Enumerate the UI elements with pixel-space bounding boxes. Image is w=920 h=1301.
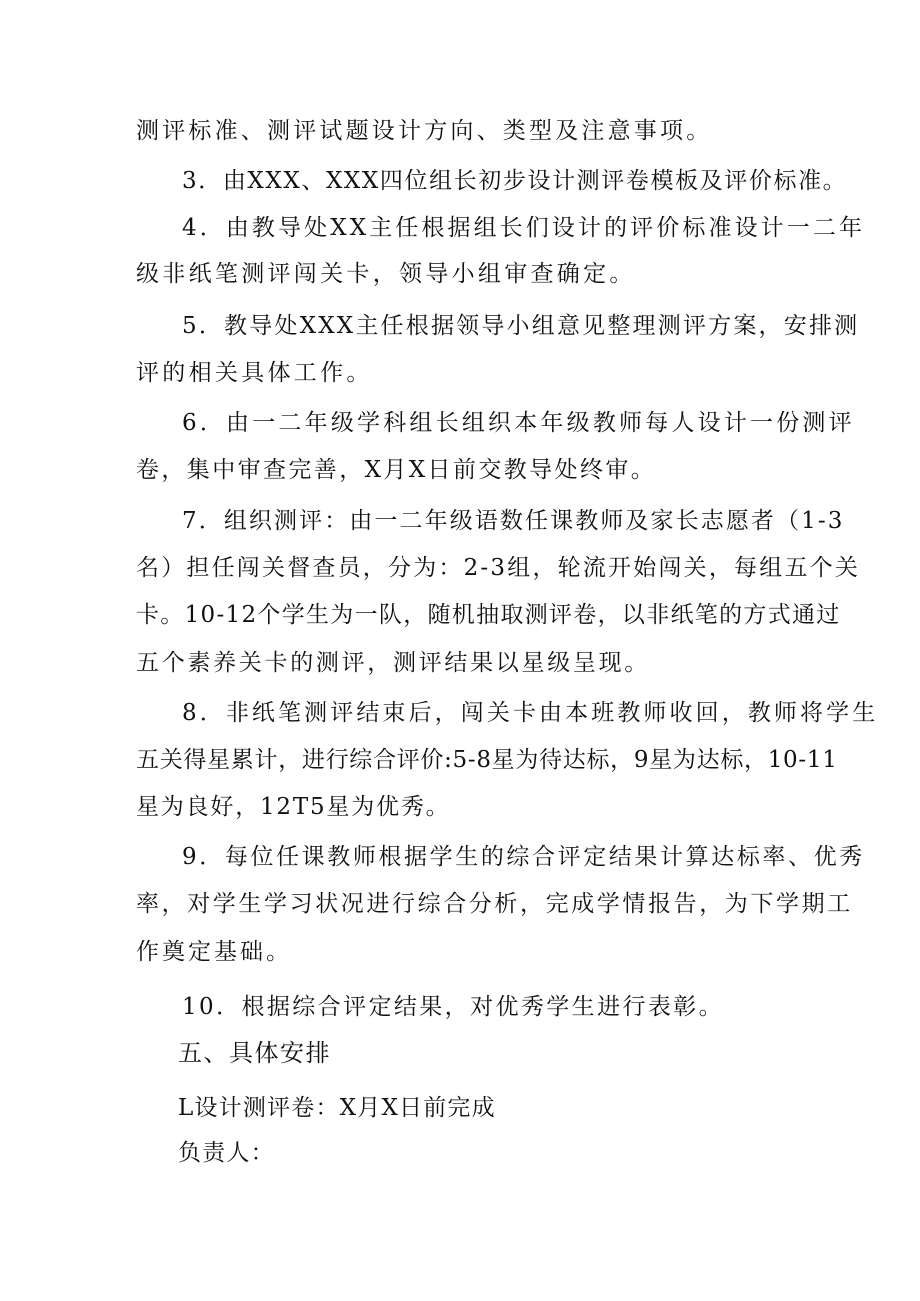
arrangement-item: L设计测评卷：X月X日前完成 <box>178 1095 496 1121</box>
list-item-3: 3．由XXX、XXX四位组长初步设计测评卷模板及评价标准。 <box>182 168 848 194</box>
list-item-9-line-2: 率，对学生学习状况进行综合分析，完成学情报告，为下学期工 <box>136 891 853 917</box>
list-item-6-line-2: 卷，集中审查完善，X月X日前交教导处终审。 <box>136 457 657 483</box>
list-item-4-line-2: 级非纸笔测评闯关卡，领导小组审查确定。 <box>136 261 636 287</box>
list-item-6-line-1: 6．由一二年级学科组长组织本年级教师每人设计一份测评 <box>182 410 855 436</box>
responsible-label: 负责人： <box>178 1140 275 1166</box>
list-item-9-line-3: 作奠定基础。 <box>136 939 292 965</box>
list-item-5-line-1: 5．教导处XXX主任根据领导小组意见整理测评方案，安排测 <box>182 313 860 339</box>
list-item-8-line-2: 五关得星累计，进行综合评价:5-8星为待达标，9星为达标，10-11 <box>136 747 838 773</box>
paragraph-line-continuation: 测评标准、测评试题设计方向、类型及注意事项。 <box>136 118 713 144</box>
list-item-7-line-3: 卡。10-12个学生为一队，随机抽取测评卷，以非纸笔的方式通过 <box>136 602 841 628</box>
section-heading: 五、具体安排 <box>178 1039 331 1067</box>
list-item-8-line-3: 星为良好，12T5星为优秀。 <box>136 794 451 820</box>
list-item-7-line-2: 名）担任闯关督查员，分为：2-3组，轮流开始闯关，每组五个关 <box>136 555 861 581</box>
list-item-4-line-1: 4．由教导处XX主任根据组长们设计的评价标准设计一二年 <box>182 215 866 241</box>
list-item-7-line-4: 五个素养关卡的测评，测评结果以星级呈现。 <box>136 650 650 676</box>
list-item-9-line-1: 9．每位任课教师根据学生的综合评定结果计算达标率、优秀 <box>182 844 865 870</box>
list-item-10: 10．根据综合评定结果，对优秀学生进行表彰。 <box>182 994 725 1020</box>
list-item-7-line-1: 7．组织测评：由一二年级语数任课教师及家长志愿者（1-3 <box>182 508 845 534</box>
list-item-8-line-1: 8．非纸笔测评结束后，闯关卡由本班教师收回，教师将学生 <box>182 700 879 726</box>
list-item-5-line-2: 评的相关具体工作。 <box>136 360 373 386</box>
